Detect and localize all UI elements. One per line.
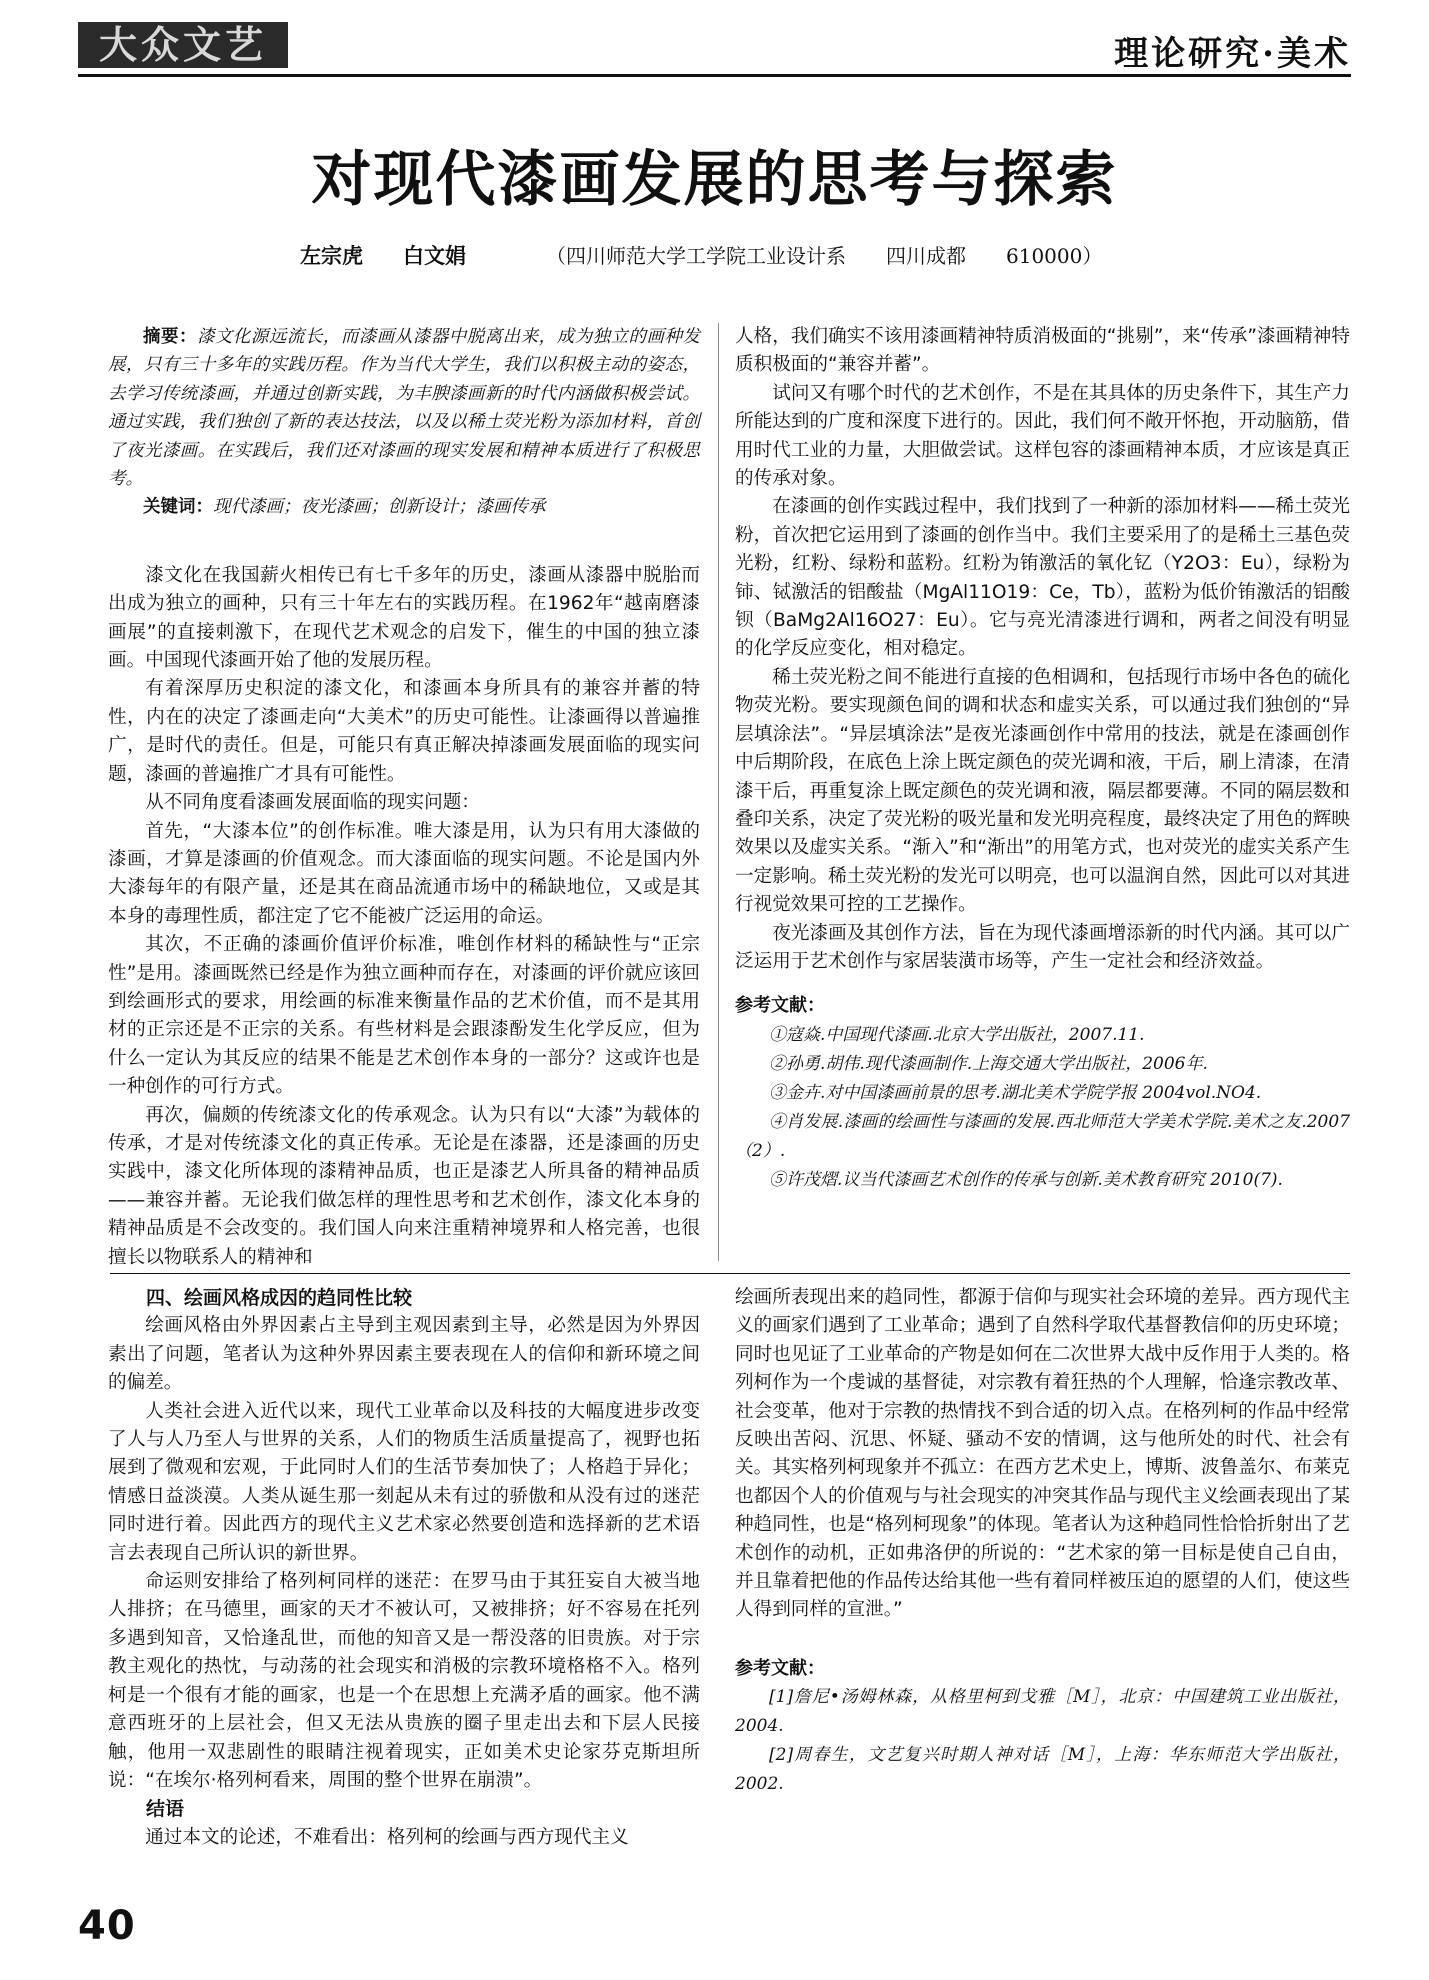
reference-item: ③金卉.对中国漆画前景的思考.湖北美术学院学报 2004vol.NO4. — [769, 1082, 1262, 1103]
lower-left-column — [108, 1284, 700, 1852]
paragraph: 再次，偏颇的传统漆文化的传承观念。认为只有以“大漆”为载体的传承，才是对传统漆文化的真正传承。无论是在漆器，还是漆画的历史实践中，漆文化所体现的漆精神品质，也正是漆艺人所具备的精神品质——兼容并蓄。无论我们做怎样的理性思考和艺术创作，漆文化本身的精神品质是不会改变的。我们国人向来注重精神境界和人格完善，也很擅长以物联系人的精神和 — [108, 1104, 700, 1268]
journal-logo: 大众文艺 — [78, 22, 288, 68]
upper-right-column — [735, 323, 1350, 1195]
abstract-label: 摘要： — [143, 327, 197, 347]
header-rule — [78, 74, 1351, 77]
paragraph: 通过本文的论述，不难看出：格列柯的绘画与西方现代主义 — [145, 1826, 629, 1848]
keywords-text: 现代漆画；夜光漆画；创新设计；漆画传承 — [213, 497, 546, 518]
article-title: 对现代漆画发展的思考与探索 — [311, 145, 1118, 215]
paragraph: 首先，“大漆本位”的创作标准。唯大漆是用，认为只有用大漆做的漆画，才算是漆画的价值观念。而大漆面临的现实问题。不论是国内外大漆每年的有限产量，还是其在商品流通市场中的稀缺地位，又或是其本身的毒理性质，都注定了它不能被广泛运用的命运。 — [108, 820, 700, 927]
section-title: 理论研究·美术 — [1114, 34, 1351, 74]
paragraph: 绘画风格由外界因素占主导到主观因素到主导，必然是因为外界因素出了问题，笔者认为这种外界因素主要表现在人的信仰和新环境之间的偏差。 — [108, 1315, 700, 1394]
upper-left-column — [108, 323, 700, 1272]
paragraph: 绘画所表现出来的趋同性，都源于信仰与现实社会环境的差异。西方现代主义的画家们遇到了工业革命；遇到了自然科学取代基督教信仰的历史环境；同时也见证了工业革命的产物是如何在二次世界大战中反作用于人类的。格列柯作为一个虔诚的基督徒，对宗教有着狂热的个人理解，恰逢宗教改革、社会变革，他对于宗教的热情找不到合适的切入点。在格列柯的作品中经常反映出苦闷、沉思、怀疑、骚动不安的情调，这与他所处的时代、社会有关。其实格列柯现象并不孤立：在西方艺术史上，博斯、波鲁盖尔、布莱克也都因个人的价值观与与社会现实的冲突其作品与现代主义绘画表现出了某种趋同性，也是“格列柯现象”的体现。笔者认为这种趋同性恰恰折射出了艺术创作的动机，正如弗洛伊的所说的：“艺术家的第一目标是使自己自由，并且靠着把他的作品传达给其他一些有着同样被压迫的愿望的人们，使这些人得到同样的宣泄。” — [735, 1287, 1350, 1621]
author-1: 左宗虎 — [300, 244, 363, 268]
references-title: 参考文献： — [735, 995, 825, 1017]
paragraph: 有着深厚历史积淀的漆文化，和漆画本身所具有的兼容并蓄的特性，内在的决定了漆画走向“大美术”的历史可能性。让漆画得以普遍推广，是时代的责任。但是，可能只有真正解决掉漆画发展面临的现实问题，漆画的普遍推广才具有可能性。 — [108, 678, 700, 785]
section-divider — [110, 1273, 1350, 1274]
reference-item: ②孙勇.胡伟.现代漆画制作.上海交通大学出版社，2006年. — [769, 1053, 1208, 1074]
paragraph: 人类社会进入近代以来，现代工业革命以及科技的大幅度进步改变了人与人乃至人与世界的关系，人们的物质生活质量提高了，视野也拓展到了微观和宏观，于此同时人们的生活节奏加快了；人格趋于异化；情感日益淡漠。人类从诞生那一刻起从未有过的骄傲和从没有过的迷茫同时进行着。因此西方的现代主义艺术家必然要创造和选择新的艺术语言去表现自己所认识的新世界。 — [108, 1400, 700, 1564]
paragraph: 漆文化在我国薪火相传已有七千多年的历史，漆画从漆器中脱胎而出成为独立的画种，只有三十年左右的实践历程。在1962年“越南磨漆画展”的直接刺激下，在现代艺术观念的启发下，催生的中国的独立漆画。中国现代漆画开始了他的发展历程。 — [108, 564, 700, 672]
keywords — [108, 493, 700, 521]
page-number: 40 — [78, 1903, 136, 1949]
conclusion-heading: 结语 — [146, 1798, 185, 1821]
reference-item: [2]周春生，文艺复兴时期人神对话［M］，上海：华东师范大学出版社，2002. — [735, 1745, 1350, 1795]
paragraph: 其次，不正确的漆画价值评价标准，唯创作材料的稀缺性与“正宗性”是用。漆画既然已经是作为独立画种而存在，对漆画的评价就应该回到绘画形式的要求，用绘画的标准来衡量作品的艺术价值，而不是其用材的正宗还是不正宗的关系。有些材料是会跟漆酚发生化学反应，但为什么一定认为其反应的结果不能是艺术创作本身的一部分？这或许也是一种创作的可行方式。 — [108, 934, 700, 1098]
lower-right-column — [735, 1284, 1350, 1799]
abstract — [108, 323, 700, 493]
paragraph: 在漆画的创作实践过程中，我们找到了一种新的添加材料——稀土荧光粉，首次把它运用到了漆画的创作当中。我们主要采用了的是稀土三基色荧光粉，红粉、绿粉和蓝粉。红粉为铕激活的氧化钇（Y2O3：Eu），绿粉为铈、铽激活的铝酸盐（MgAl11O19：Ce，Tb），蓝粉为低价铕激活的铝酸钡（BaMg2Al16O27：Eu）。它与亮光清漆进行调和，两者之间没有明显的化学反应变化，相对稳定。 — [735, 496, 1350, 660]
reference-item: ⑤许茂熠.议当代漆画艺术创作的传承与创新.美术教育研究 2010(7). — [769, 1169, 1283, 1190]
affiliation: （四川师范大学工学院工业设计系 四川成都 610000） — [546, 244, 1103, 268]
paragraph: 试问又有哪个时代的艺术创作，不是在其具体的历史条件下，其生产力所能达到的广度和深度下进行的。因此，我们何不敞开怀抱，开动脑筋，借用时代工业的力量，大胆做尝试。这样包容的漆画精神本质，才应该是真正的传承对象。 — [735, 382, 1350, 490]
author-2: 白文娟 — [403, 244, 466, 268]
reference-item: ④肖发展.漆画的绘画性与漆画的发展.西北师范大学美术学院.美术之友.2007（2）. — [735, 1111, 1350, 1161]
references-title: 参考文献： — [735, 1657, 825, 1679]
keywords-label: 关键词： — [143, 497, 213, 518]
paragraph: 夜光漆画及其创作方法，旨在为现代漆画增添新的时代内涵。其可以广泛运用于艺术创作与家居装潢市场等，产生一定社会和经济效益。 — [735, 922, 1350, 972]
paragraph: 从不同角度看漆画发展面临的现实问题： — [145, 792, 480, 814]
column-divider — [718, 323, 719, 1261]
abstract-text: 漆文化源远流长，而漆画从漆器中脱离出来，成为独立的画种发展，只有三十多年的实践历程。作为当代大学生，我们以积极主动的姿态，去学习传统漆画，并通过创新实践，为丰腴漆画新的时代内涵做积极尝试。通过实践，我们独创了新的表达技法，以及以稀土荧光粉为添加材料，首创了夜光漆画。在实践后，我们还对漆画的现实发展和精神本质进行了积极思考。 — [108, 327, 701, 490]
reference-item: ①寇焱.中国现代漆画.北京大学出版社，2007.11. — [769, 1024, 1145, 1045]
author-line — [300, 240, 1200, 270]
paragraph: 人格，我们确实不该用漆画精神特质消极面的“挑剔”，来“传承”漆画精神特质积极面的“兼容并蓄”。 — [735, 326, 1350, 376]
paragraph: 命运则安排给了格列柯同样的迷茫：在罗马由于其狂妄自大被当地人排挤；在马德里，画家的天才不被认可，又被排挤；好不容易在托列多遇到知音，又恰逢乱世，而他的知音又是一帮没落的旧贵族。对于宗教主观化的热忱，与动荡的社会现实和消极的宗教环境格格不入。格列柯是一个很有才能的画家，也是一个在思想上充满矛盾的画家。他不满意西班牙的上层社会，但又无法从贵族的圈子里走出去和下层人民接触，他用一双悲剧性的眼睛注视着现实，正如美术史论家芬克斯坦所说：“在埃尔·格列柯看来，周围的整个世界在崩溃”。 — [108, 1571, 700, 1791]
section-heading: 四、绘画风格成因的趋同性比较 — [146, 1287, 413, 1309]
paragraph: 稀土荧光粉之间不能进行直接的色相调和，包括现行市场中各色的硫化物荧光粉。要实现颜色间的调和状态和虚实关系，可以通过我们独创的“异层填涂法”。“异层填涂法”是夜光漆画创作中常用的技法，就是在漆画创作中后期阶段，在底色上涂上既定颜色的荧光调和液，干后，刷上清漆，在清漆干后，再重复涂上既定颜色的荧光调和液，隔层都要薄。不同的隔层数和叠印关系，决定了荧光粉的吸光量和发光明亮程度，最终决定了用色的辉映效果以及虚实关系。“渐入”和“渐出”的用笔方式，也对荧光的虚实关系产生一定影响。稀土荧光粉的发光可以明亮，也可以温润自然，因此可以对其进行视觉效果可控的工艺操作。 — [735, 666, 1350, 916]
reference-item: [1]詹尼•汤姆林森，从格里柯到戈雅［M］，北京：中国建筑工业出版社，2004. — [735, 1687, 1350, 1737]
